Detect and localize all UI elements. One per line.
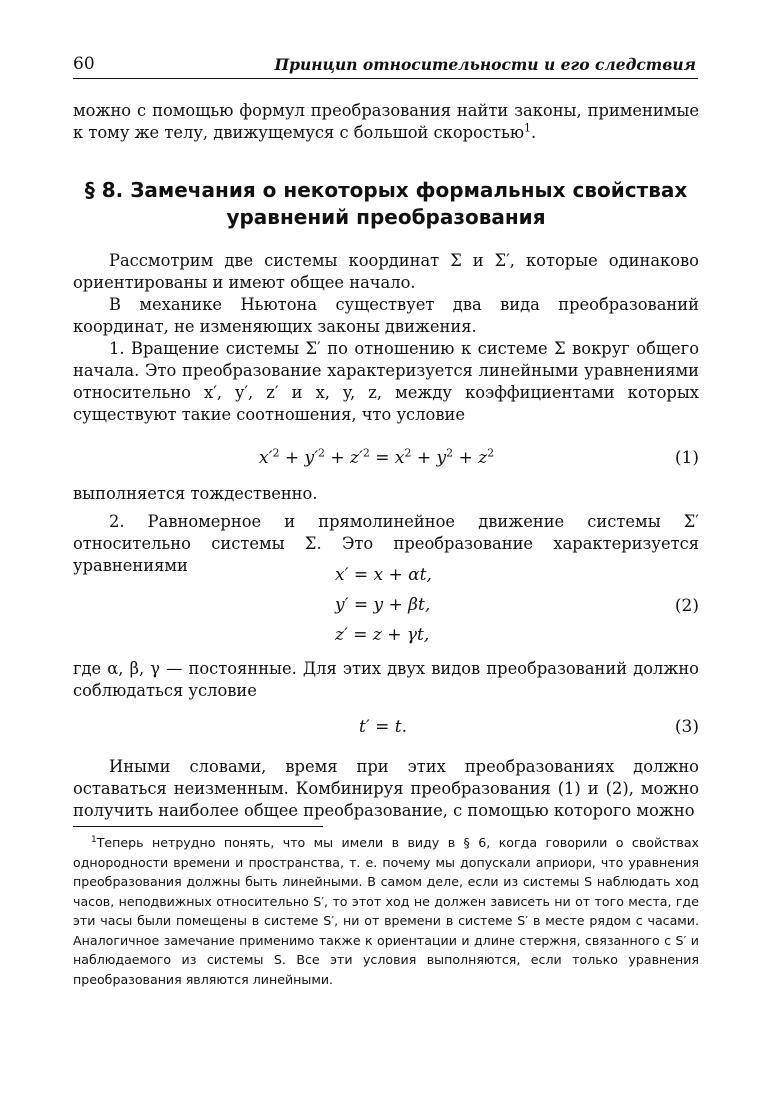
- equation-3: [73, 717, 699, 743]
- equation-1-number: (1): [674, 448, 699, 468]
- footnote-rule: [73, 826, 323, 827]
- running-head: [73, 48, 698, 79]
- footnote-text: Теперь нетрудно понять, что мы имели в виду в § 6, когда говорили о свойствах однородности времени и пространства, т. е. почему мы допускали априори, что уравнения преобразования должны быть линейными. В самом деле, если из системы S наблюдать ход часов, неподвижных относительно S′, то этот ход не должен зависеть ни от того места, где эти часы были помещены в системе S′, ни от времени в системе S′ в месте рядом с часами. Аналогичное замечание применимо также к ориентации и длине стержня, связанного с S′ и наблюдаемого из системы S. Все эти условия выполняются, если только уравнения преобразования являются линейными.: [73, 835, 699, 987]
- page-number: 60: [73, 54, 95, 74]
- intro-paragraph-block: [73, 100, 699, 144]
- equation-2-line-1: x′ = x + αt,: [335, 565, 432, 585]
- paragraph-identity: выполняется тождественно.: [73, 484, 318, 503]
- section-heading: [73, 177, 699, 231]
- equation-3-number: (3): [674, 717, 699, 737]
- body-block-2: [73, 483, 699, 577]
- equation-2-system: [73, 565, 699, 655]
- body-block-1: [73, 250, 699, 426]
- paragraph-coordinate-systems: Рассмотрим две системы координат Σ и Σ′, которые одинаково ориентированы и имеют общее начало.: [73, 251, 699, 292]
- section-heading-line-2: уравнений преобразования: [226, 205, 546, 229]
- footnote-number: 1: [91, 834, 97, 845]
- equation-3-expression: t′ = t.: [359, 717, 407, 737]
- equation-1-expression: $x'^2 + y'^2 + z'^2 = x^2 + y^2 + z^2$: [259, 446, 495, 468]
- equation-2-line-3: z′ = z + γt,: [335, 625, 430, 645]
- body-block-3: [73, 658, 699, 702]
- equation-1: [73, 448, 699, 474]
- footnote: [73, 833, 699, 989]
- running-title: Принцип относительности и его следствия: [274, 55, 696, 74]
- footnote-marker[interactable]: 1: [524, 121, 532, 135]
- paragraph-rotation: 1. Вращение системы Σ′ по отношению к системе Σ вокруг общего начала. Это преобразование характеризуется линейными уравнениями относительно x′, y′, z′ и x, y, z, между коэффициентами которых существуют такие соотношения, что условие: [73, 339, 699, 424]
- paragraph-uniform-motion: 2. Равномерное и прямолинейное движение системы Σ′ относительно системы Σ. Это преобразование характеризуется уравнениями: [73, 512, 699, 575]
- equation-2-line-2: y′ = y + βt,: [335, 595, 431, 615]
- body-block-4: [73, 756, 699, 822]
- section-heading-line-1: § 8. Замечания о некоторых формальных свойствах: [84, 178, 688, 202]
- equation-2-number: (2): [674, 596, 699, 616]
- paragraph-time-invariance: Иными словами, время при этих преобразованиях должно оставаться неизменным. Комбинируя преобразования (1) и (2), можно получить наиболее общее преобразование, с помощью которого можно: [73, 757, 699, 820]
- paragraph-newton-transformations: В механике Ньютона существует два вида преобразований координат, не изменяющих законы движения.: [73, 295, 699, 336]
- paragraph-constants: где α, β, γ — постоянные. Для этих двух видов преобразований должно соблюдаться условие: [73, 659, 699, 700]
- intro-paragraph: можно с помощью формул преобразования найти законы, применимые к тому же телу, движущемуся с большой скоростью$^1$.: [73, 101, 699, 142]
